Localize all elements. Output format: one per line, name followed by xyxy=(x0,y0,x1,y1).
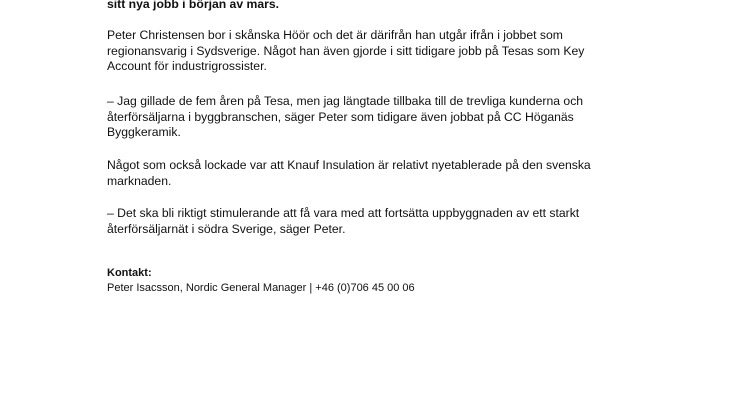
paragraph-line: återförsäljarnät i södra Sverige, säger Peter. xyxy=(107,221,346,236)
paragraph-line: Något som också lockade var att Knauf Insulation är relativt nyetablerade på den svenska xyxy=(107,158,591,172)
contact-block xyxy=(107,266,415,296)
paragraph-line: Byggkeramik. xyxy=(107,125,181,139)
paragraph-4 xyxy=(107,206,579,237)
contact-label: Kontakt: xyxy=(107,267,152,279)
paragraph-line: – Det ska bli riktigt stimulerande att få vara med att fortsätta uppbyggnaden av ett starkt xyxy=(107,206,580,220)
paragraph-line: marknaden. xyxy=(107,173,172,188)
paragraph-2 xyxy=(107,94,583,141)
paragraph-line: – Jag gillade de fem åren på Tesa, men jag längtade tillbaka till de trevliga kunderna och xyxy=(107,94,584,108)
paragraph-1 xyxy=(107,28,584,75)
paragraph-3 xyxy=(107,158,591,189)
paragraph-line: regionansvarig i Sydsverige. Något han även gjorde i sitt tidigare jobb på Tesas som Key xyxy=(107,43,585,58)
paragraph-line: återförsäljarna i byggbranschen, säger Peter som tidigare även jobbat på CC Höganäs xyxy=(107,109,574,124)
paragraph-line: Peter Christensen bor i skånska Höör och det är därifrån han utgår ifrån i jobbet som xyxy=(107,28,563,42)
intro-tail: sitt nya jobb i början av mars. xyxy=(107,0,280,11)
paragraph-line: Account för industrigrossister. xyxy=(107,59,267,73)
contact-details: Peter Isacsson, Nordic General Manager | +46 (0)706 45 00 06 xyxy=(107,282,415,294)
